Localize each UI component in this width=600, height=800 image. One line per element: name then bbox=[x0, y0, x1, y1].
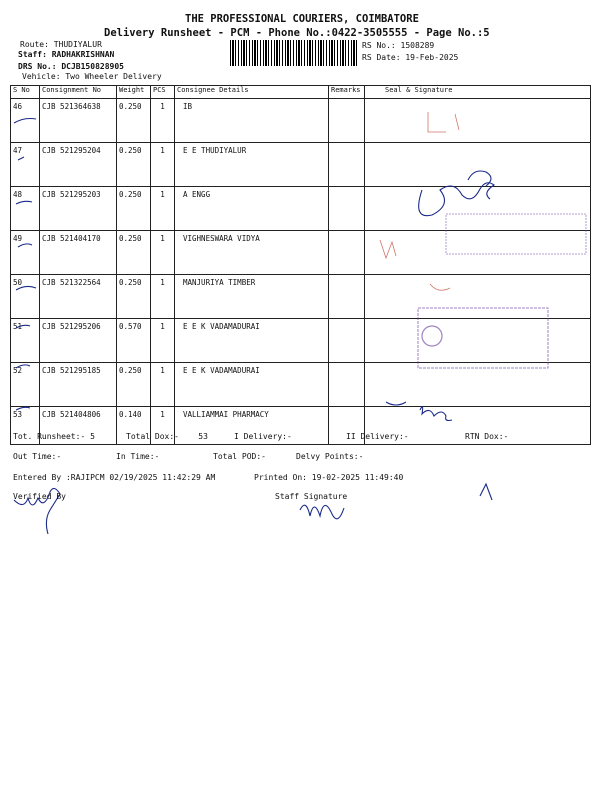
row-seal bbox=[365, 363, 591, 407]
rtn-dox: RTN Dox:- bbox=[465, 432, 509, 441]
row-consignment: CJB 521295203 bbox=[40, 187, 117, 231]
row-remarks bbox=[329, 363, 365, 407]
row-weight: 0.250 bbox=[117, 363, 151, 407]
row-pcs: 1 bbox=[151, 187, 175, 231]
row-consignment: CJB 521322564 bbox=[40, 275, 117, 319]
row-remarks bbox=[329, 143, 365, 187]
row-consignment: CJB 521364638 bbox=[40, 99, 117, 143]
row-remarks bbox=[329, 187, 365, 231]
row-consignee: E E THUDIYALUR bbox=[175, 143, 329, 187]
table-row bbox=[11, 319, 591, 363]
row-consignee: MANJURIYA TIMBER bbox=[175, 275, 329, 319]
row-seal bbox=[365, 231, 591, 275]
row-consignment: CJB 521404170 bbox=[40, 231, 117, 275]
tot-runsheet: Tot. Runsheet:- 5 bbox=[13, 432, 95, 441]
out-time: Out Time:- bbox=[13, 452, 62, 461]
total-pod: Total POD:- bbox=[213, 452, 266, 461]
row-consignment: CJB 521295206 bbox=[40, 319, 117, 363]
table-row bbox=[11, 231, 591, 275]
company-title: THE PROFESSIONAL COURIERS, COIMBATORE bbox=[185, 13, 419, 25]
row-sno: 52 bbox=[11, 363, 40, 407]
col-consignee: Consignee Details bbox=[175, 86, 329, 99]
rs-number: RS No.: 1508289 bbox=[362, 41, 435, 50]
row-pcs: 1 bbox=[151, 275, 175, 319]
barcode bbox=[230, 40, 358, 66]
table-header-row bbox=[11, 86, 591, 99]
row-pcs: 1 bbox=[151, 143, 175, 187]
i-delivery: I Delivery:- bbox=[234, 432, 292, 441]
delvy-points: Delvy Points:- bbox=[296, 452, 364, 461]
row-consignment: CJB 521404806 bbox=[40, 407, 117, 445]
entered-by: Entered By :RAJIPCM 02/19/2025 11:42:29 AM bbox=[13, 473, 216, 482]
in-time: In Time:- bbox=[116, 452, 160, 461]
row-sno: 49 bbox=[11, 231, 40, 275]
row-consignment: CJB 521295204 bbox=[40, 143, 117, 187]
route: Route: THUDIYALUR bbox=[20, 40, 102, 49]
row-consignee: E E K VADAMADURAI bbox=[175, 363, 329, 407]
row-pcs: 1 bbox=[151, 319, 175, 363]
row-sno: 50 bbox=[11, 275, 40, 319]
runsheet-heading: Delivery Runsheet - PCM - Phone No.:0422-3505555 - Page No.:5 bbox=[104, 27, 490, 39]
row-weight: 0.250 bbox=[117, 275, 151, 319]
verified-by: Verified By bbox=[13, 492, 66, 501]
row-remarks bbox=[329, 231, 365, 275]
row-pcs: 1 bbox=[151, 99, 175, 143]
table-row bbox=[11, 99, 591, 143]
row-remarks bbox=[329, 319, 365, 363]
col-pcs: PCS bbox=[151, 86, 175, 99]
staff-signature: Staff Signature bbox=[275, 492, 348, 501]
ii-delivery: II Delivery:- bbox=[346, 432, 409, 441]
drs-number: DRS No.: DCJB150828905 bbox=[18, 62, 124, 71]
printed-on: Printed On: 19-02-2025 11:49:40 bbox=[254, 473, 404, 482]
row-pcs: 1 bbox=[151, 407, 175, 445]
row-sno: 47 bbox=[11, 143, 40, 187]
row-sno: 48 bbox=[11, 187, 40, 231]
row-sno: 46 bbox=[11, 99, 40, 143]
row-weight: 0.250 bbox=[117, 187, 151, 231]
row-sno: 51 bbox=[11, 319, 40, 363]
row-consignee: E E K VADAMADURAI bbox=[175, 319, 329, 363]
col-weight: Weight bbox=[117, 86, 151, 99]
table-row bbox=[11, 275, 591, 319]
table-row bbox=[11, 363, 591, 407]
row-weight: 0.250 bbox=[117, 99, 151, 143]
row-weight: 0.570 bbox=[117, 319, 151, 363]
consignment-table bbox=[10, 85, 591, 445]
total-dox: Total Dox:- 53 bbox=[126, 432, 208, 441]
row-pcs: 1 bbox=[151, 231, 175, 275]
row-seal bbox=[365, 275, 591, 319]
row-consignment: CJB 521295185 bbox=[40, 363, 117, 407]
staff-name: Staff: RADHAKRISHNAN bbox=[18, 50, 115, 59]
table-row bbox=[11, 187, 591, 231]
row-weight: 0.140 bbox=[117, 407, 151, 445]
col-consignment: Consignment No bbox=[40, 86, 117, 99]
rs-date: RS Date: 19-Feb-2025 bbox=[362, 53, 459, 62]
row-seal bbox=[365, 319, 591, 363]
row-consignee: VALLIAMMAI PHARMACY bbox=[175, 407, 329, 445]
row-weight: 0.250 bbox=[117, 143, 151, 187]
row-pcs: 1 bbox=[151, 363, 175, 407]
col-sno: S No bbox=[11, 86, 40, 99]
row-seal bbox=[365, 187, 591, 231]
row-seal bbox=[365, 143, 591, 187]
col-remarks: Remarks bbox=[329, 86, 365, 99]
row-consignee: VIGHNESWARA VIDYA bbox=[175, 231, 329, 275]
table-row bbox=[11, 143, 591, 187]
row-consignee: IB bbox=[175, 99, 329, 143]
row-weight: 0.250 bbox=[117, 231, 151, 275]
row-consignee: A ENGG bbox=[175, 187, 329, 231]
row-remarks bbox=[329, 275, 365, 319]
row-remarks bbox=[329, 99, 365, 143]
row-seal bbox=[365, 99, 591, 143]
col-seal: Seal & Signature bbox=[365, 86, 591, 99]
vehicle: Vehicle: Two Wheeler Delivery bbox=[22, 72, 162, 81]
row-sno: 53 bbox=[11, 407, 40, 445]
